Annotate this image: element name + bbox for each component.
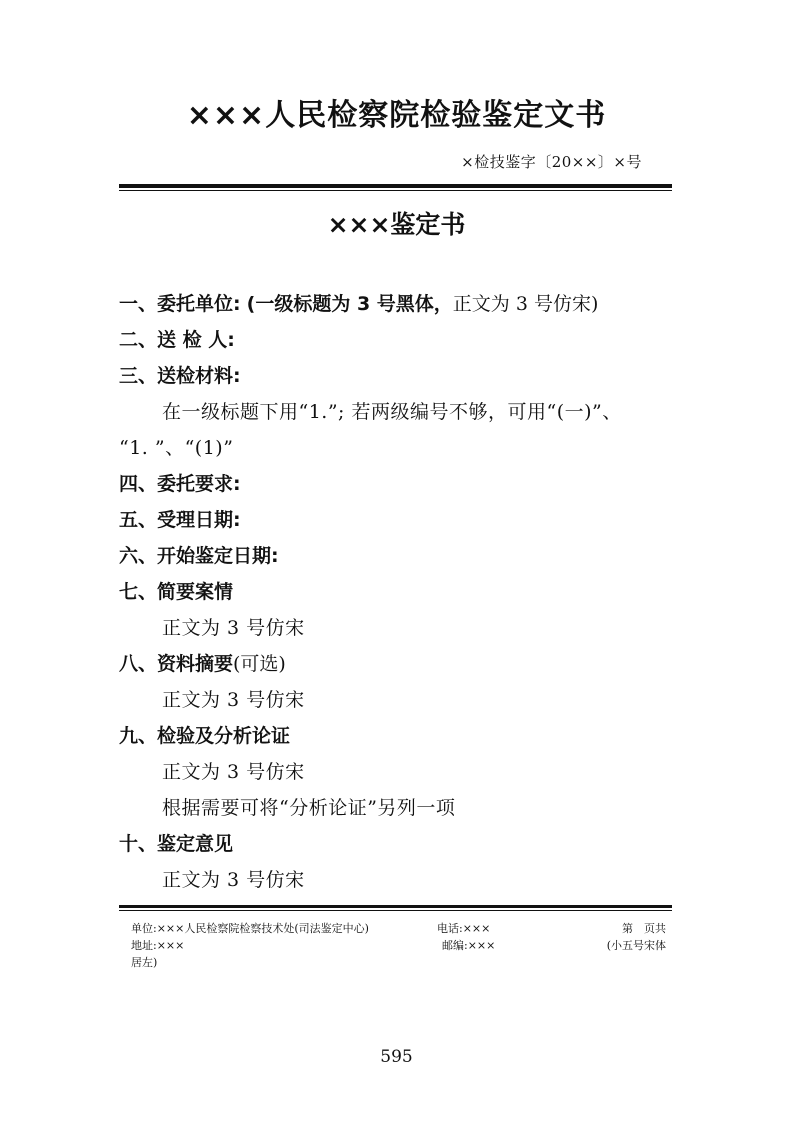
section-materials-text: 在一级标题下用“1.”; 若两级编号不够，可用“(一)”、 xyxy=(162,401,622,423)
footer-divider-thick xyxy=(119,905,672,908)
section-case-summary xyxy=(119,574,679,610)
document-title: ×××人民检察院检验鉴定文书 xyxy=(186,98,607,133)
section-submitter xyxy=(119,322,679,358)
footer xyxy=(131,920,666,971)
section-heading: 八、资料摘要 xyxy=(119,653,234,675)
footer-note-cont: 居左) xyxy=(131,956,158,969)
footer-row-3 xyxy=(131,954,666,971)
footer-phone: 电话:××× xyxy=(437,922,491,935)
section-heading: 七、简要案情 xyxy=(119,581,234,603)
section-data-abstract-text: 正文为 3 号仿宋 xyxy=(162,689,305,711)
section-heading: 五、受理日期: xyxy=(119,509,241,531)
section-materials xyxy=(119,358,679,394)
format-note-bold: (一级标题为 3 号黑体， xyxy=(246,293,453,315)
section-acceptance-date xyxy=(119,502,679,538)
header-divider-thick xyxy=(119,184,672,188)
section-data-abstract xyxy=(119,646,679,682)
section-opinion-text: 正文为 3 号仿宋 xyxy=(162,869,305,891)
section-heading: 三、送检材料: xyxy=(119,365,241,387)
footer-note: (小五号宋体 xyxy=(606,939,666,952)
section-start-date xyxy=(119,538,679,574)
section-examination-text-2: 根据需要可将“分析论证”另列一项 xyxy=(162,797,456,819)
footer-postcode: 邮编:××× xyxy=(442,939,496,952)
section-heading: 二、送 检 人: xyxy=(119,329,235,351)
section-entrusting-unit xyxy=(119,286,679,322)
section-requirements xyxy=(119,466,679,502)
section-heading: 六、开始鉴定日期: xyxy=(119,545,279,567)
section-examination-text: 正文为 3 号仿宋 xyxy=(162,761,305,783)
section-heading: 四、委托要求: xyxy=(119,473,241,495)
footer-unit: 单位:×××人民检察院检察技术处(司法鉴定中心) xyxy=(131,922,369,935)
footer-divider-thin xyxy=(119,910,672,911)
optional-note: (可选) xyxy=(233,653,286,675)
section-heading: 十、鉴定意见 xyxy=(119,833,234,855)
header-divider-thin xyxy=(119,190,672,191)
footer-row-2 xyxy=(131,937,666,954)
page-number: 595 xyxy=(380,1047,413,1067)
format-note-regular: 正文为 3 号仿宋) xyxy=(452,293,599,315)
report-title: ×××鉴定书 xyxy=(327,210,466,239)
section-case-summary-text: 正文为 3 号仿宋 xyxy=(162,617,305,639)
footer-page-label: 第 页共 xyxy=(622,922,666,935)
document-number: ×检技鉴字〔20××〕×号 xyxy=(461,153,642,171)
section-heading: 一、委托单位: xyxy=(119,293,241,315)
footer-address: 地址:××× xyxy=(131,939,185,952)
footer-row-1 xyxy=(131,920,666,937)
report-body xyxy=(119,286,679,898)
section-opinion xyxy=(119,826,679,862)
section-heading: 九、检验及分析论证 xyxy=(119,725,291,747)
section-examination xyxy=(119,718,679,754)
section-materials-text-cont: “1. ”、“(1)” xyxy=(119,437,234,459)
